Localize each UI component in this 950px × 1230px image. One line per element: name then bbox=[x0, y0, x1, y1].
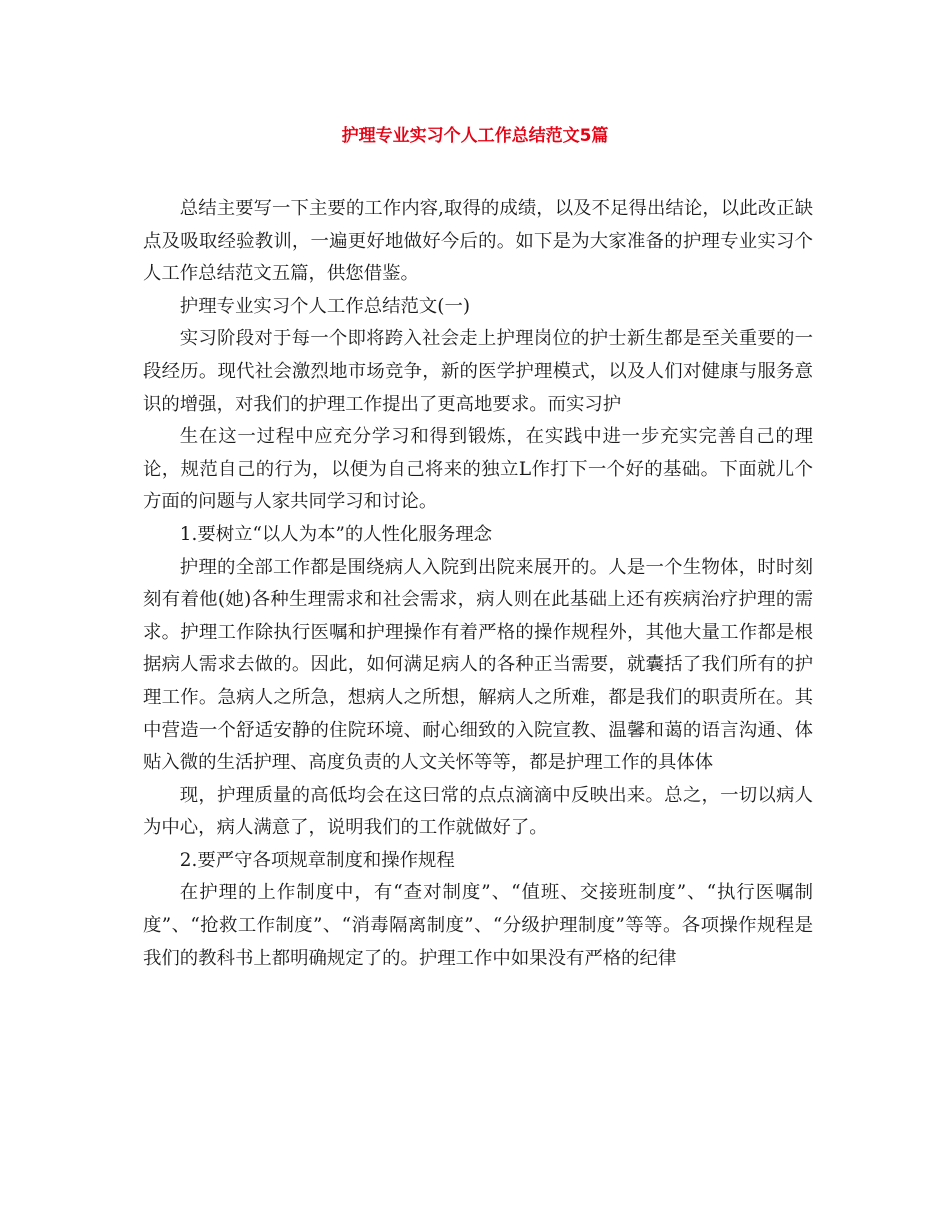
paragraph-student-learning: 生在这一过程中应充分学习和得到锻炼，在实践中进一步充实完善自己的理论，规范自己的行为，以便为自己将来的独立L作打下一个好的基础。下面就儿个方面的问题与人家共同学习和讨论。 bbox=[143, 426, 813, 513]
document-title: 护理专业实习个人工作总结范文5篇 bbox=[341, 126, 609, 146]
paragraph-point-1-conclusion: 现，护理质量的高低均会在这曰常的点点滴滴中反映出来。总之，一切以病人为中心，病人满意了，说明我们的工作就做好了。 bbox=[143, 784, 813, 839]
paragraph-intro: 总结主要写一下主要的工作内容,取得的成绩，以及不足得出结论，以此改正缺点及吸取经验教训，一遍更好地做好今后的。如下是为大家准备的护理专业实习个人工作总结范文五篇，供您借鉴。 bbox=[143, 198, 813, 285]
paragraph-point-2-body: 在护理的上作制度中，有“查对制度”、“值班、交接班制度”、“执行医嘱制度”、“抢救工作制度”、“消毒隔离制度”、“分级护理制度”等等。各项操作规程是我们的教科书上都明确规定了的。护理工作中如果没有严格的纪律 bbox=[143, 882, 813, 969]
document-body bbox=[143, 193, 813, 975]
paragraph-section-heading: 护理专业实习个人工作总结范文(一) bbox=[179, 295, 471, 317]
paragraph-point-1-heading: 1.要树立“以人为本”的人性化服务理念 bbox=[179, 523, 493, 545]
paragraph-internship: 实习阶段对于每一个即将跨入社会走上护理岗位的护士新生都是至关重要的一段经历。现代社会激烈地市场竞争，新的医学护理模式，以及人们对健康与服务意识的增强，对我们的护理工作提出了更高地要求。而实习护 bbox=[143, 328, 813, 415]
paragraph-point-2-heading: 2.要严守各项规章制度和操作规程 bbox=[179, 849, 455, 871]
paragraph-point-1-body: 护理的全部工作都是围绕病人入院到出院来展开的。人是一个生物体，时时刻刻有着他(她)各种生理需求和社会需求，病人则在此基础上还有疾病治疗护理的需求。护理工作除执行医嘱和护理操作有着严格的操作规程外，其他大量工作都是根据病人需求去做的。因此，如何满足病人的各种正当需要，就囊括了我们所有的护理工作。急病人之所急，想病人之所想，解病人之所难，都是我们的职责所在。其中营造一个舒适安静的住院环境、耐心细致的入院宣教、温馨和蔼的语言沟通、体贴入微的生活护理、高度负责的人文关怀等等，都是护理工作的具体体 bbox=[143, 556, 813, 774]
